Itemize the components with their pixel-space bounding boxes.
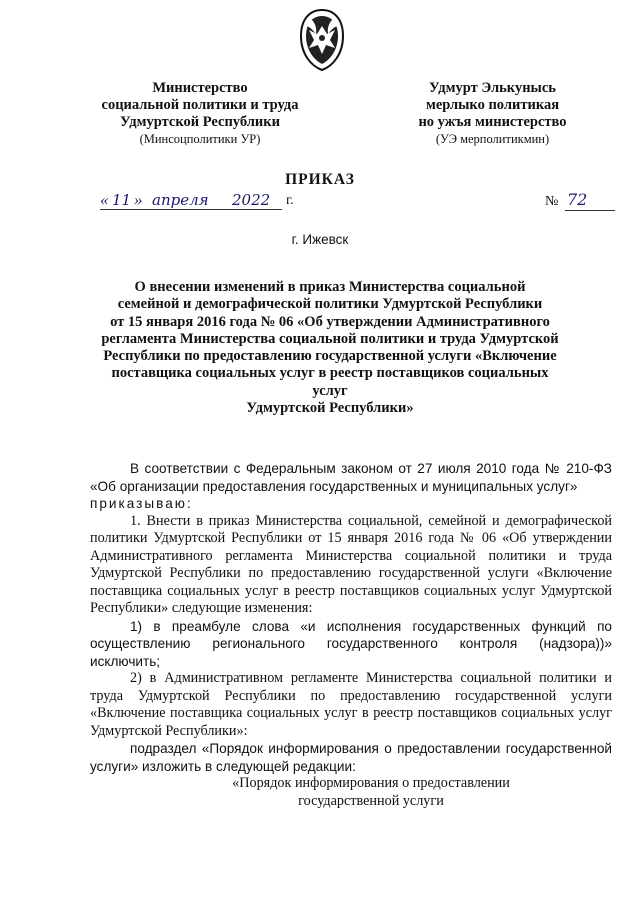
ministry-header-udmurt xyxy=(400,80,585,147)
quoted-heading-line: «Порядок информирования о предоставлении xyxy=(232,775,510,791)
date-close-quote: » xyxy=(134,190,143,209)
number-value-handwritten: 72 xyxy=(567,190,588,209)
date-underline xyxy=(100,209,282,210)
ministry-abbreviation: (УЭ мерполитикмин) xyxy=(435,132,550,146)
body-order-word: приказываю: xyxy=(90,496,193,511)
ministry-header-russian xyxy=(95,80,305,147)
date-year-handwritten: 2022 xyxy=(232,191,271,209)
coat-of-arms-emblem xyxy=(297,8,347,72)
date-month-handwritten: апреля xyxy=(152,191,209,209)
subject-line: О внесении изменений в приказ Министерства социальной xyxy=(134,279,526,295)
ministry-name-line: но ужъя министерство xyxy=(418,114,567,130)
ministry-name-line: социальной политики и труда xyxy=(101,97,299,113)
subject-line: Республики по предоставлению государственной услуги «Включение xyxy=(103,348,557,365)
order-number xyxy=(545,192,625,216)
date-open-quote: « xyxy=(100,190,109,209)
ministry-name-line: Министерство xyxy=(152,80,248,96)
quoted-heading-line: государственной услуги xyxy=(298,792,444,809)
date-year-suffix: г. xyxy=(286,193,294,208)
body-paragraph-subitem-2: 2) в Административном регламенте Министерства социальной политики и труда Удмуртской Республики по предоставлению государственной услуги «Включение поставщика социальных услуг в реестр поставщиков социальных услуг Удмуртской Республики»: xyxy=(90,670,612,739)
subject-line: поставщика социальных услуг в реестр поставщиков социальных услуг xyxy=(111,365,549,399)
subject-line: от 15 января 2016 года № 06 «Об утверждении Административного xyxy=(110,313,550,330)
subject-line: Удмуртской Республики» xyxy=(246,400,414,417)
body-paragraph-preamble: В соответствии с Федеральным законом от 27 июля 2010 года № 210-ФЗ «Об организации предоставления государственных и муниципальных услуг» xyxy=(90,461,612,494)
order-title: ПРИКАЗ xyxy=(285,171,355,188)
number-underline xyxy=(565,210,615,211)
body-paragraph-item-1: 1. Внести в приказ Министерства социальной, семейной и демографической политики Удмуртской Республики от 15 января 2016 года № 06 «Об утверждении Административного регламента Министерства социальной политики и труда Удмуртской Республики по предоставлению государственной услуги «Включение поставщика социальных услуг в реестр поставщиков социальных услуг Удмуртской Республики» следующие изменения: xyxy=(90,512,612,616)
ministry-abbreviation: (Минсоцполитики УР) xyxy=(139,132,261,146)
ministry-name-line: Удмуртской Республики xyxy=(120,114,280,130)
order-date xyxy=(100,186,330,214)
body-paragraph-subitem-1: 1) в преамбуле слова «и исполнения государственных функций по осуществлению регионального государственного контроля (надзора))» исключить; xyxy=(90,618,612,669)
number-sign: № xyxy=(545,194,559,209)
city-name: г. Ижевск xyxy=(291,232,349,247)
ministry-name-line: Удмурт Элькунысь xyxy=(429,80,556,96)
ministry-name-line: мерлыко политикая xyxy=(425,97,560,113)
subject-line: семейной и демографической политики Удмуртской Республики xyxy=(117,296,543,313)
body-paragraph-subsection: подраздел «Порядок информирования о предоставлении государственной услуги» изложить в следующей редакции: xyxy=(90,741,612,774)
order-subject xyxy=(95,279,565,417)
date-day-handwritten: 11 xyxy=(112,191,132,209)
order-body xyxy=(90,460,612,810)
subject-line: регламента Министерства социальной политики и труда Удмуртской xyxy=(101,330,559,347)
